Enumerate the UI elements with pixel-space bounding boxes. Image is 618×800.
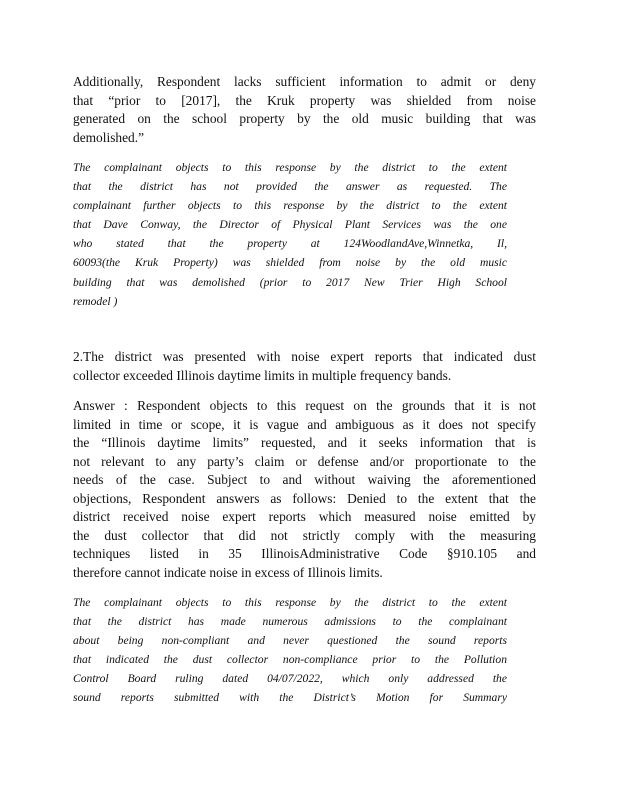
text-line: the “Illinois daytime limits” requested, and it seeks information that is [73,435,536,450]
text-line: that indicated the dust collector non-compliance prior to the Pollution [73,653,507,667]
text-line: building that was demolished (prior to 2017 New Trier High School [73,275,507,289]
text-line: that Dave Conway, the Director of Physical Plant Services was the one [73,218,507,232]
text-line: The complainant objects to this response by the district to the extent [73,161,507,174]
text-line: demolished.” [73,129,145,145]
text-line: 60093(the Kruk Property) was shielded from noise by the old music [73,256,507,270]
paragraph-request-2 [73,348,536,385]
paragraph-complainant-objection-2 [73,593,536,708]
text-line: remodel ) [73,294,118,308]
text-line: limited in time or scope, it is vague and ambiguous as it does not specify [73,416,536,432]
text-line: who stated that the property at 124WoodlandAve,Winnetka, Il, [73,237,507,251]
text-line: about being non-compliant and never questioned the sound reports [73,634,507,648]
text-line: techniques listed in 35 IllinoisAdministrative Code §910.105 and [73,546,536,561]
text-line: 2.The district was presented with noise expert reports that indicated dust [73,349,536,364]
text-line: collector exceeded Illinois daytime limits in multiple frequency bands. [73,367,452,383]
text-line: the dust collector that did not strictly comply with the measuring [73,527,536,543]
text-line: not relevant to any party’s claim or defense and/or proportionate to the [73,453,536,469]
text-line: Additionally, Respondent lacks sufficient information to admit or deny [73,74,536,89]
text-line: objections, Respondent answers as follows: Denied to the extent that the [73,490,536,506]
paragraph-complainant-objection-1 [73,158,536,311]
text-line: sound reports submitted with the District’s Motion for Summary [73,691,507,705]
paragraph-respondent-additional [73,73,536,147]
text-line: complainant further objects to this response by the district to the extent [73,199,507,213]
text-line: that the district has not provided the answer as requested. The [73,180,507,194]
text-line: Answer : Respondent objects to this request on the grounds that it is not [73,398,536,413]
text-line: needs of the case. Subject to and without waiving the aforementioned [73,472,536,487]
text-line: The complainant objects to this response by the district to the extent [73,596,507,609]
text-line: that the district has made numerous admissions to the complainant [73,615,507,629]
paragraph-answer [73,397,536,582]
text-line: that “prior to [2017], the Kruk property was shielded from noise [73,92,536,108]
text-line: therefore cannot indicate noise in excess of Illinois limits. [73,564,383,580]
text-line: Control Board ruling dated 04/07/2022, which only addressed the [73,672,507,686]
text-line: district received noise expert reports which measured noise emitted by [73,509,536,524]
text-line: generated on the school property by the old music building that was [73,111,536,126]
